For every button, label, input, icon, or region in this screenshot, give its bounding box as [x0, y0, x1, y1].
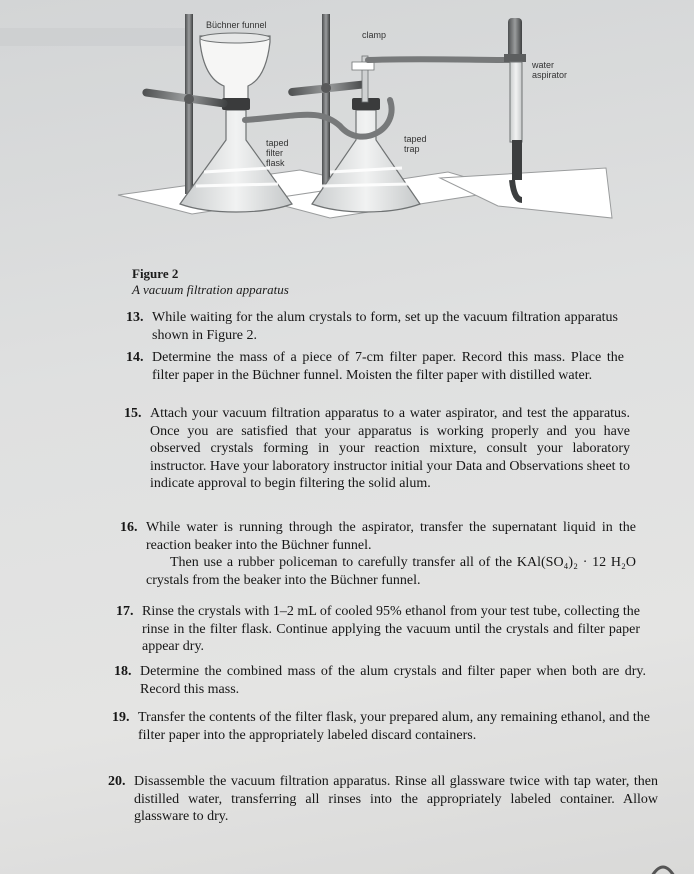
step-number: 16.	[120, 520, 138, 535]
step-text: While waiting for the alum crystals to form, set up the vacuum filtration apparatus shown in Figure 2.	[152, 310, 618, 343]
step-text: Disassemble the vacuum filtration apparatus. Rinse all glassware twice with tap water, then distilled water, transferring all rinses into the appropriately labeled container. Allow glassware to dry.	[134, 774, 658, 825]
figure-caption-title: Figure 2	[132, 266, 179, 281]
step-number: 19.	[112, 710, 130, 725]
label-clamp: clamp	[362, 30, 387, 40]
label-water-aspirator: water aspirator	[532, 60, 568, 80]
label-buchner-funnel: Büchner funnel	[206, 20, 267, 30]
step-13	[126, 309, 618, 344]
step-15	[124, 405, 630, 493]
step-14	[126, 349, 624, 384]
step-number: 20.	[108, 774, 126, 789]
figure-caption-subtitle: A vacuum filtration apparatus	[132, 282, 289, 297]
vacuum-filtration-figure	[0, 0, 694, 260]
step-text: Transfer the contents of the filter flask, your prepared alum, any remaining ethanol, and the filter paper into the appropriately labeled discard containers.	[138, 710, 650, 743]
step-number: 14.	[126, 350, 144, 365]
step-number: 17.	[116, 604, 134, 619]
buchner-funnel	[200, 36, 270, 100]
step-text: Determine the combined mass of the alum crystals and filter paper when both are dry. Record this mass.	[140, 664, 646, 697]
step-text: While water is running through the aspirator, transfer the supernatant liquid in the reaction beaker into the Büchner funnel.	[146, 520, 636, 553]
step-17	[116, 603, 640, 656]
figure-caption	[132, 266, 289, 298]
step-20	[108, 773, 658, 826]
faucet	[508, 18, 522, 58]
step-number: 15.	[124, 406, 142, 421]
step-number: 18.	[114, 664, 132, 679]
step-text: Determine the mass of a piece of 7-cm filter paper. Record this mass. Place the filter paper in the Büchner funnel. Moisten the filter paper with distilled water.	[152, 350, 624, 383]
step-16	[120, 519, 636, 589]
partial-page-mark	[650, 862, 676, 874]
step-19	[112, 709, 650, 744]
step-text: Attach your vacuum filtration apparatus to a water aspirator, and test the apparatus. Once you are satisfied that your apparatus is working properly and you have observed crystals forming in your reaction mixture, consult your laboratory instructor. Have your laboratory instructor initial your Data and Observations sheet to indicate approval to begin filtering the solid alum.	[150, 406, 630, 492]
label-taped-trap: taped trap	[404, 134, 427, 154]
tubing-trap-to-aspirator	[368, 59, 514, 60]
apparatus-illustration	[0, 0, 694, 260]
step-18	[114, 663, 646, 698]
step-text-continued: Then use a rubber policeman to carefully transfer all of the KAl(SO₄)₂ · 12 H₂O crystals from the beaker into the Büchner funnel.	[146, 555, 636, 588]
label-taped-filter-flask: taped filter flask	[266, 138, 289, 168]
water-aspirator	[510, 62, 522, 142]
step-number: 13.	[126, 310, 144, 325]
aspirator-outlet	[512, 140, 522, 180]
step-text: Rinse the crystals with 1–2 mL of cooled 95% ethanol from your test tube, collecting the rinse in the filter flask. Continue applying the vacuum until the crystals and filter paper appear dry.	[142, 604, 640, 655]
right-stand-rod	[322, 14, 330, 196]
